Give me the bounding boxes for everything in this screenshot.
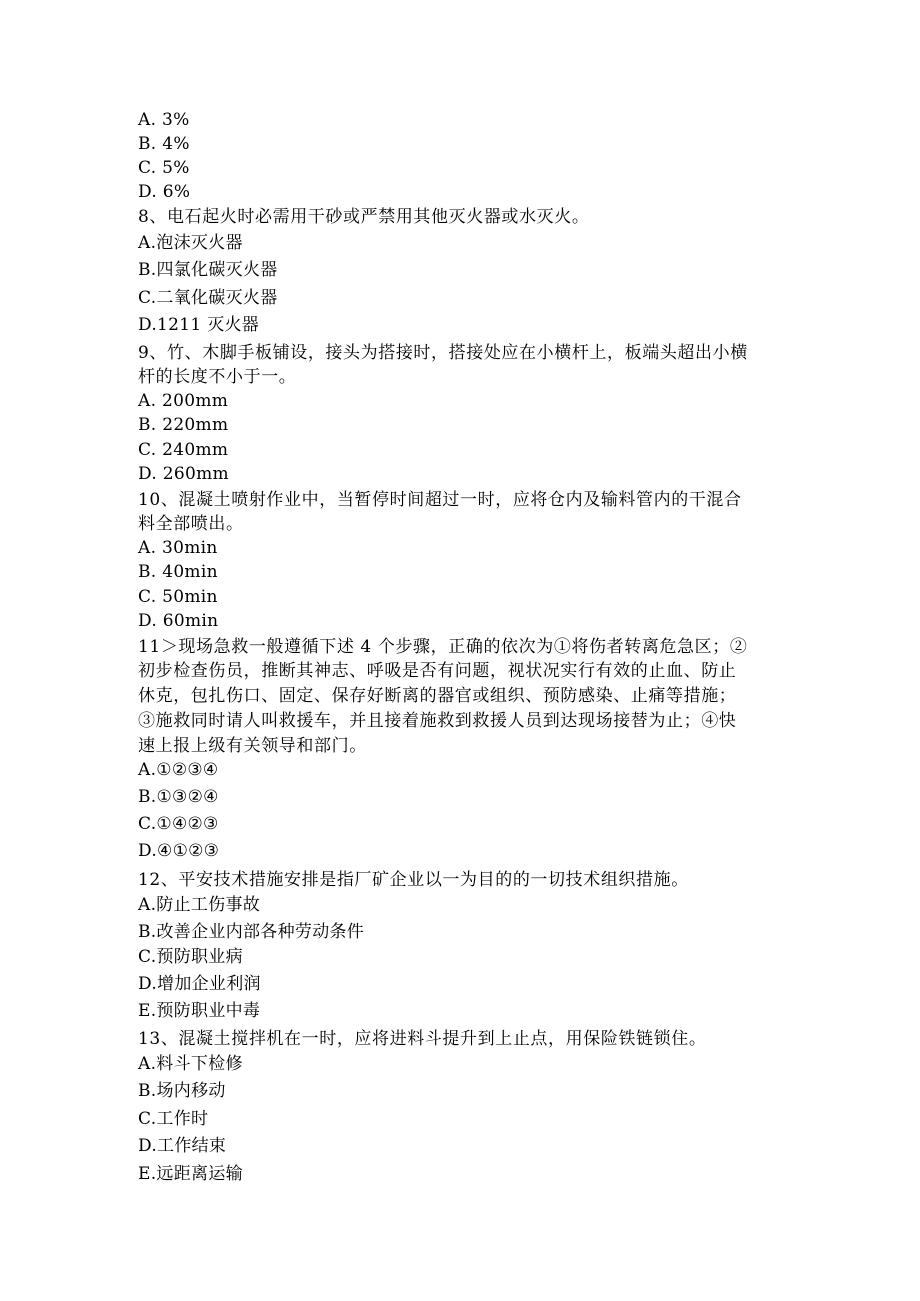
option-d: D. 60min	[138, 611, 219, 631]
option-c: C. 50min	[138, 587, 218, 607]
option-c: C.二氧化碳灭火器	[138, 288, 278, 308]
option-a: A. 3%	[138, 110, 190, 130]
option-b: B.场内移动	[138, 1081, 226, 1101]
option-c: C.工作时	[138, 1109, 209, 1129]
question-12: 12、平安技术措施安排是指厂矿企业以一为目的的一切技术组织措施。	[138, 870, 689, 890]
question-11-cont: ③施救同时请人叫救援车，并且接着施救到救援人员到达现场接替为止；④快	[138, 711, 737, 731]
option-b: B.四氯化碳灭火器	[138, 260, 278, 280]
question-10-cont: 料全部喷出。	[138, 514, 244, 534]
option-a: A.泡沫灭火器	[138, 233, 243, 253]
question-11-cont: 休克，包扎伤口、固定、保存好断离的器官或组织、预防感染、止痛等措施；	[138, 686, 737, 706]
option-a: A. 200mm	[138, 391, 229, 411]
question-9: 9、竹、木脚手板铺设，接头为搭接时，搭接处应在小横杆上，板端头超出小横	[138, 343, 748, 363]
option-d: D. 6%	[138, 182, 191, 202]
question-8: 8、电石起火时必需用干砂或严禁用其他灭火器或水灭火。	[138, 207, 590, 227]
option-e: E.预防职业中毒	[138, 1001, 261, 1021]
question-13: 13、混凝土搅拌机在一时，应将进料斗提升到上止点，用保险铁链锁住。	[138, 1029, 707, 1049]
question-11: 11＞现场急救一般遵循下述 4 个步骤，正确的依次为①将伤者转离危急区；②	[138, 637, 748, 657]
option-d: D.增加企业利润	[138, 974, 261, 994]
option-d: D. 260mm	[138, 464, 229, 484]
option-c: C. 240mm	[138, 440, 229, 460]
option-b: B. 40min	[138, 562, 218, 582]
option-d: D.工作结束	[138, 1136, 227, 1156]
option-e: E.远距离运输	[138, 1164, 243, 1184]
question-11-cont: 初步检查伤员，推断其神志、呼吸是否有问题，视状况实行有效的止血、防止	[138, 661, 737, 681]
option-a: A.防止工伤事故	[138, 895, 261, 915]
question-11-cont: 速上报上级有关领导和部门。	[138, 736, 367, 756]
question-9-cont: 杆的长度不小于一。	[138, 367, 297, 387]
option-c: C.预防职业病	[138, 947, 243, 967]
option-b: B.改善企业内部各种劳动条件	[138, 922, 365, 942]
option-c: C.①④②③	[138, 814, 219, 834]
option-b: B. 4%	[138, 134, 190, 154]
option-b: B. 220mm	[138, 415, 229, 435]
option-a: A. 30min	[138, 538, 218, 558]
option-d: D.1211 灭火器	[138, 315, 260, 335]
question-10: 10、混凝土喷射作业中，当暂停时间超过一时，应将仓内及输料管内的干混合	[138, 490, 742, 510]
option-a: A.①②③④	[138, 760, 219, 780]
option-a: A.料斗下检修	[138, 1054, 243, 1074]
option-c: C. 5%	[138, 158, 190, 178]
option-b: B.①③②④	[138, 787, 219, 807]
option-d: D.④①②③	[138, 841, 220, 861]
